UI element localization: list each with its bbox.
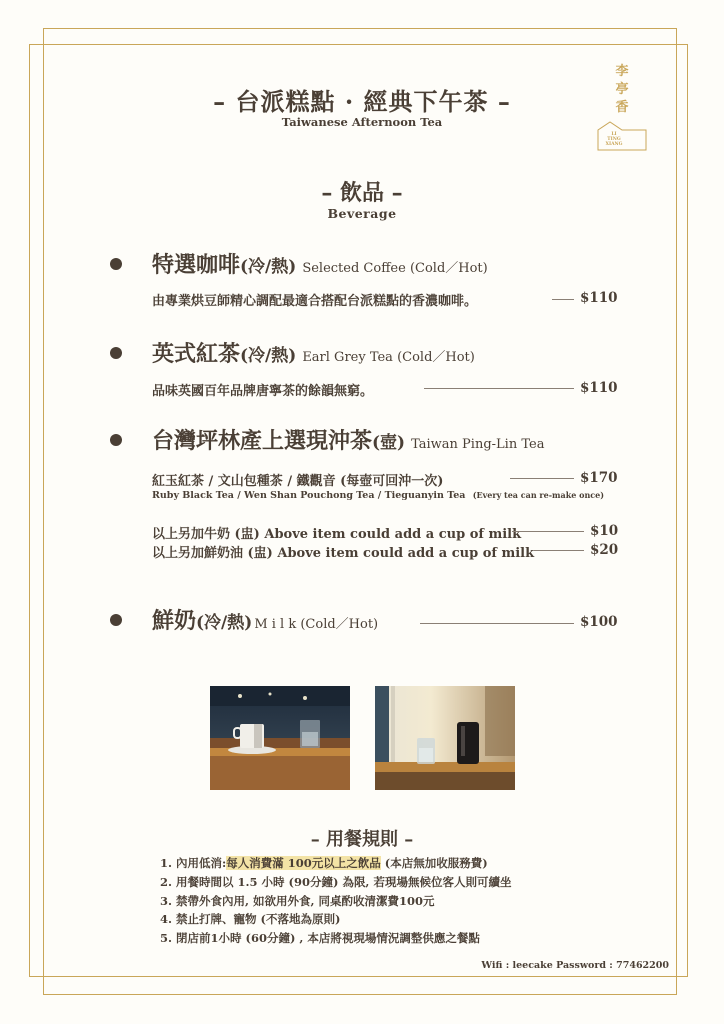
bullet-icon (110, 347, 122, 359)
rule-text: 閉店前1小時 (60分鐘) , 本店將視現場情況調整供應之餐點 (176, 931, 480, 945)
rule-highlight: 每人消費滿 100元以上之飲品 (226, 856, 381, 870)
rule-number: 1. (160, 856, 173, 870)
item-paren: (冷/熱) (240, 257, 297, 277)
bullet-icon (110, 614, 122, 626)
desc-en-note: (Every tea can re-make once) (472, 490, 605, 500)
item-name-zh: 英式紅茶 (152, 341, 241, 367)
menu-item-price: $100 (580, 614, 618, 630)
item-paren: (壺) (372, 433, 406, 453)
item-name-zh: 特選咖啡 (152, 252, 241, 278)
coffee-photo (210, 686, 350, 790)
menu-title: – 台派糕點 · 經典下午茶 – (213, 87, 511, 116)
price-leader-line (420, 623, 574, 624)
rule-number: 5. (160, 931, 173, 945)
menu-item-description: 紅玉紅茶 / 文山包種茶 / 鐵觀音 (每壺可回沖一次) (152, 474, 444, 489)
addon-item: 以上另加牛奶 (盅) Above item could add a cup of milk (152, 527, 522, 542)
menu-item-name (152, 604, 378, 635)
logo-text (586, 132, 642, 147)
menu-item-price: $110 (580, 380, 618, 396)
menu-subtitle: Taiwanese Afternoon Tea (281, 115, 443, 129)
menu-item-description: 由專業烘豆師精心調配最適合搭配台派糕點的香濃咖啡。 (152, 294, 478, 309)
desc-en-text: Ruby Black Tea / Wen Shan Pouchong Tea / Tieguanyin Tea (152, 490, 466, 501)
rule-item (160, 874, 511, 890)
logo-char-1: 李 (615, 64, 629, 79)
wifi-info: Wifi : leecake Password : 77462200 (481, 960, 669, 971)
rule-item (160, 855, 488, 871)
item-name-zh: 台灣坪林產上選現沖茶 (152, 428, 373, 454)
item-name-en: M i l k (Cold／Hot) (254, 617, 379, 632)
item-name-zh: 鮮奶 (152, 608, 197, 634)
logo-char-2: 亭 (615, 82, 629, 97)
rule-number: 3. (160, 894, 173, 908)
bullet-icon (110, 258, 122, 270)
item-name-en: Selected Coffee (Cold／Hot) (302, 261, 488, 276)
bullet-icon (110, 434, 122, 446)
price-leader-line (424, 388, 574, 389)
menu-item-description-en (152, 490, 604, 501)
rule-text: 內用低消: (176, 856, 227, 870)
addon-price: $20 (590, 542, 619, 558)
menu-item-name (152, 337, 475, 368)
logo-text-line-2: TING (607, 137, 621, 142)
price-leader-line (510, 478, 574, 479)
tea-photo (375, 686, 515, 790)
menu-item-name (152, 248, 488, 279)
rule-item (160, 911, 340, 927)
rule-text: 用餐時間以 1.5 小時 (90分鐘) 為限, 若現場無候位客人則可續坐 (176, 875, 512, 889)
addon-item: 以上另加鮮奶油 (盅) Above item could add a cup of milk (152, 546, 535, 561)
rule-text-post: (本店無加收服務費) (380, 856, 488, 870)
brand-logo (594, 60, 650, 152)
item-name-en: Taiwan Ping-Lin Tea (411, 437, 545, 452)
logo-text-line-3: XIANG (605, 142, 623, 147)
price-leader-line (552, 299, 574, 300)
menu-item-name (152, 424, 544, 455)
beverage-section-title: – 飲品 – (321, 180, 403, 206)
rule-text: 禁帶外食內用, 如欲用外食, 同桌酌收清潔費100元 (176, 894, 435, 908)
addon-price: $10 (590, 523, 619, 539)
rules-section-title: – 用餐規則 – (310, 829, 414, 850)
price-leader-line (534, 550, 584, 551)
beverage-section-subtitle: Beverage (327, 206, 397, 221)
rule-number: 4. (160, 912, 173, 926)
logo-char-3: 香 (615, 100, 629, 115)
price-leader-line (512, 531, 584, 532)
item-paren: (冷/熱) (196, 613, 253, 633)
logo-text-line-1: LI (611, 132, 617, 137)
item-paren: (冷/熱) (240, 346, 297, 366)
menu-item-price: $110 (580, 290, 618, 306)
item-name-en: Earl Grey Tea (Cold／Hot) (302, 350, 475, 365)
menu-item-description: 品味英國百年品牌唐寧茶的餘韻無窮。 (152, 384, 374, 399)
menu-item-price: $170 (580, 470, 618, 486)
rule-number: 2. (160, 875, 173, 889)
rule-text: 禁止打牌、寵物 (不落地為原則) (176, 912, 341, 926)
rule-item (160, 893, 435, 909)
rule-item (160, 930, 480, 946)
